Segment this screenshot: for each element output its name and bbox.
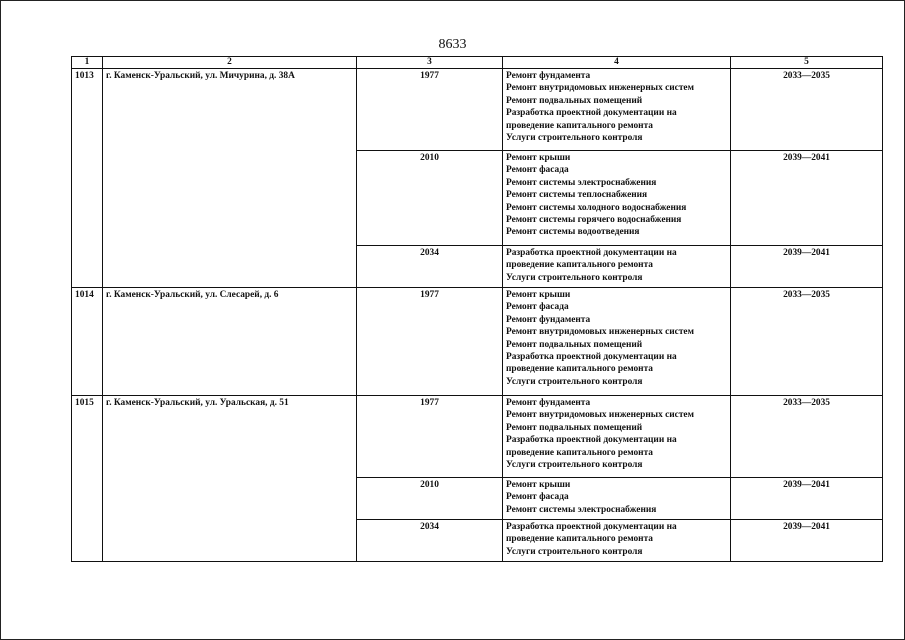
table-row <box>72 288 883 396</box>
work-item: Услуги строительного контроля <box>506 546 643 557</box>
work-item: Ремонт системы холодного водоснабжения <box>506 202 687 213</box>
entry-number: 1014 <box>72 288 103 396</box>
work-item: Разработка проектной документации на <box>506 435 677 446</box>
work-item: Ремонт фундамента <box>506 398 591 408</box>
work-item: Разработка проектной документации на <box>506 352 677 363</box>
entry-year: 2010 <box>357 151 503 246</box>
entry-period: 2039—2041 <box>731 246 883 288</box>
entry-address: г. Каменск-Уральский, ул. Слесарей, д. 6 <box>103 288 357 396</box>
works-cell <box>503 520 731 562</box>
works-cell <box>503 69 731 151</box>
work-item: Ремонт фасада <box>506 302 569 313</box>
entry-year: 2034 <box>357 520 503 562</box>
entry-number: 1015 <box>72 396 103 562</box>
work-item: Ремонт подвальных помещений <box>506 95 643 106</box>
works-cell <box>503 288 731 396</box>
work-item: Ремонт фасада <box>506 165 569 176</box>
work-item: Ремонт фасада <box>506 492 569 503</box>
work-item: Услуги строительного контроля <box>506 460 643 471</box>
work-item: Ремонт крыши <box>506 290 571 300</box>
work-item: Ремонт фундамента <box>506 71 591 81</box>
page-number: 8633 <box>438 37 467 52</box>
work-item: проведение капитального ремонта <box>506 447 653 458</box>
column-header: 2 <box>103 57 357 69</box>
column-header: 1 <box>72 57 103 69</box>
entry-number: 1013 <box>72 69 103 288</box>
work-item: Разработка проектной документации на <box>506 108 677 119</box>
work-item: Ремонт системы горячего водоснабжения <box>506 215 682 226</box>
work-item: Ремонт подвальных помещений <box>506 422 643 433</box>
work-item: Ремонт внутридомовых инженерных систем <box>506 327 694 338</box>
work-item: Ремонт крыши <box>506 153 571 163</box>
work-item: Разработка проектной документации на <box>506 522 677 532</box>
work-item: Услуги строительного контроля <box>506 272 643 283</box>
entry-period: 2039—2041 <box>731 151 883 246</box>
entry-year: 1977 <box>357 69 503 151</box>
entry-address: г. Каменск-Уральский, ул. Уральская, д. 51 <box>103 396 357 562</box>
table-row <box>72 396 883 478</box>
work-item: Ремонт системы электроснабжения <box>506 504 657 515</box>
work-item: проведение капитального ремонта <box>506 260 653 271</box>
entry-period: 2033—2035 <box>731 288 883 396</box>
works-cell <box>503 151 731 246</box>
work-item: Ремонт внутридомовых инженерных систем <box>506 83 694 94</box>
entry-period: 2033—2035 <box>731 396 883 478</box>
entry-address: г. Каменск-Уральский, ул. Мичурина, д. 38А <box>103 69 357 288</box>
work-item: Услуги строительного контроля <box>506 376 643 387</box>
work-item: Услуги строительного контроля <box>506 133 643 144</box>
work-item: Ремонт системы теплоснабжения <box>506 190 648 201</box>
work-item: Ремонт подвальных помещений <box>506 339 643 350</box>
entry-year: 2034 <box>357 246 503 288</box>
work-item: Ремонт фундамента <box>506 314 591 325</box>
work-item: проведение капитального ремонта <box>506 534 653 545</box>
column-header: 3 <box>357 57 503 69</box>
column-number-row <box>72 57 883 69</box>
works-cell <box>503 478 731 520</box>
work-item: проведение капитального ремонта <box>506 364 653 375</box>
work-item: проведение капитального ремонта <box>506 120 653 131</box>
work-item: Ремонт внутридомовых инженерных систем <box>506 410 694 421</box>
entry-year: 1977 <box>357 396 503 478</box>
work-item: Разработка проектной документации на <box>506 248 677 258</box>
works-cell <box>503 396 731 478</box>
table-row <box>72 69 883 151</box>
entry-year: 2010 <box>357 478 503 520</box>
works-cell <box>503 246 731 288</box>
entry-period: 2033—2035 <box>731 69 883 151</box>
entry-period: 2039—2041 <box>731 478 883 520</box>
work-item: Ремонт крыши <box>506 480 571 490</box>
work-item: Ремонт системы электроснабжения <box>506 177 657 188</box>
column-header: 5 <box>731 57 883 69</box>
repair-schedule-table <box>71 56 883 562</box>
entry-year: 1977 <box>357 288 503 396</box>
work-item: Ремонт системы водоотведения <box>506 227 640 238</box>
entry-period: 2039—2041 <box>731 520 883 562</box>
column-header: 4 <box>503 57 731 69</box>
